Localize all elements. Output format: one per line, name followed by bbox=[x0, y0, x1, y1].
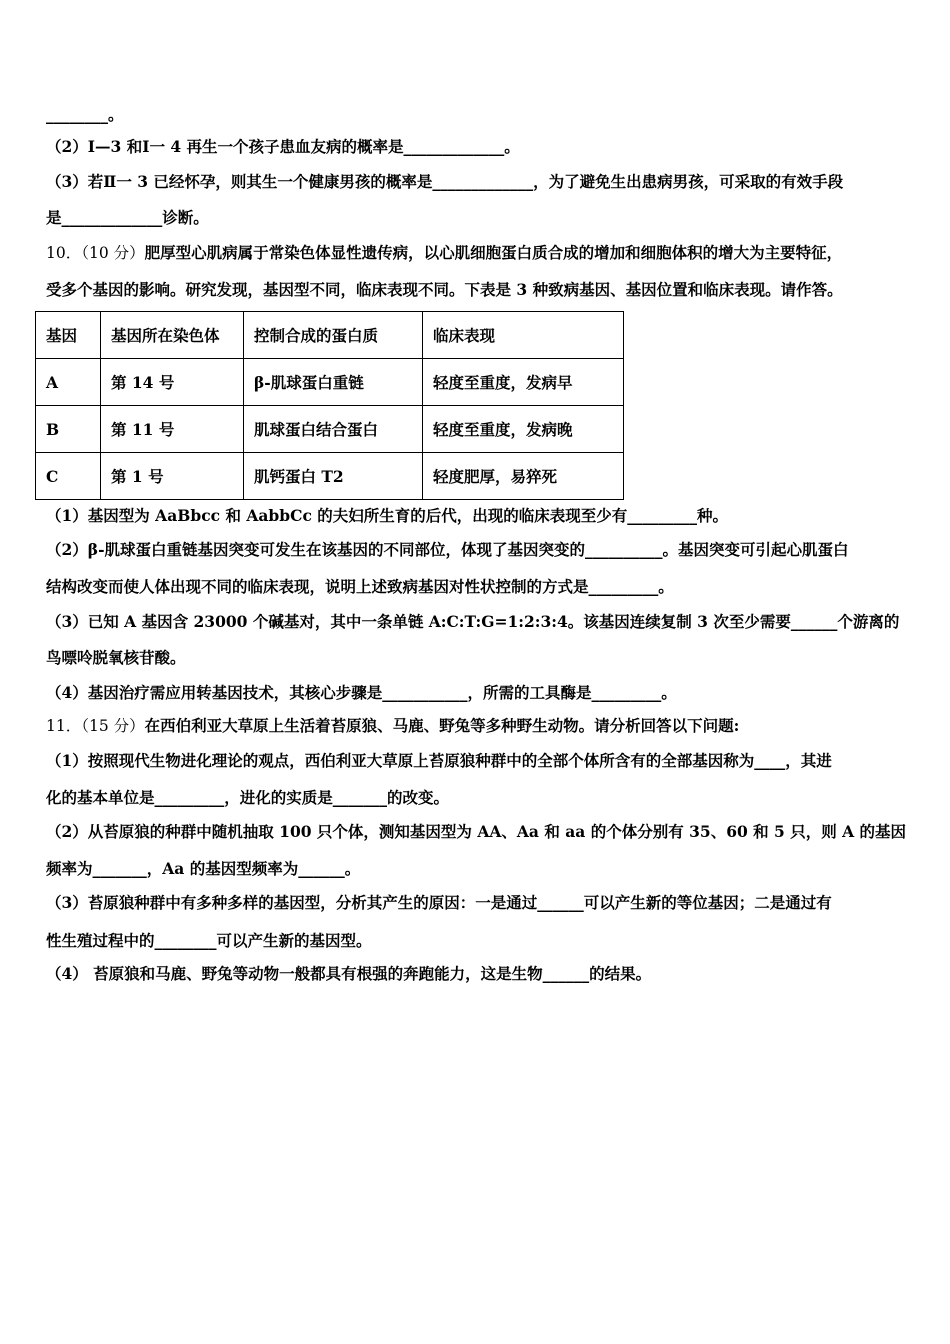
table-cell: β-肌球蛋白重链 bbox=[244, 359, 423, 406]
intro-line-4: 是_____________诊断。 bbox=[46, 208, 209, 227]
q10-sub-line-4: （3）已知 A 基因含 23000 个碱基对，其中一条单链 A:C:T:G=1:2:3:4。该基因连续复制 3 次至少需要______个游离的 bbox=[46, 612, 900, 631]
table-row bbox=[36, 406, 624, 453]
table-cell: B bbox=[36, 406, 101, 453]
q11-sub-line-4: 频率为_______，Aa 的基因型频率为______。 bbox=[46, 859, 361, 878]
q10-stem-text-1: 肥厚型心肌病属于常染色体显性遗传病，以心肌细胞蛋白质合成的增加和细胞体积的增大为主要特征， bbox=[144, 243, 843, 262]
table-cell: A bbox=[36, 359, 101, 406]
table-cell: 轻度至重度，发病早 bbox=[423, 359, 624, 406]
q10-sub-line-2: （2）β-肌球蛋白重链基因突变可发生在该基因的不同部位，体现了基因突变的__________。基因突变可引起心肌蛋白 bbox=[46, 540, 849, 559]
q10-stem-line-1 bbox=[46, 243, 842, 263]
q11-sub-line-5: （3）苔原狼种群中有多种多样的基因型，分析其产生的原因：一是通过______可以产生新的等位基因；二是通过有 bbox=[46, 893, 832, 912]
table-header-cell: 基因所在染色体 bbox=[101, 312, 244, 359]
q10-stem-line-2: 受多个基因的影响。研究发现，基因型不同，临床表现不同。下表是 3 种致病基因、基因位置和临床表现。请作答。 bbox=[46, 280, 843, 299]
q11-points: （15 分） bbox=[81, 717, 145, 735]
table-cell: C bbox=[36, 453, 101, 500]
gene-table bbox=[35, 311, 624, 500]
q10-number: 10． bbox=[46, 244, 82, 262]
q10-sub-line-5: 鸟嘌呤脱氧核苷酸。 bbox=[46, 648, 186, 667]
table-row bbox=[36, 359, 624, 406]
table-cell: 第 1 号 bbox=[101, 453, 244, 500]
table-header-cell: 基因 bbox=[36, 312, 101, 359]
table-cell: 第 14 号 bbox=[101, 359, 244, 406]
table-cell: 轻度肥厚，易猝死 bbox=[423, 453, 624, 500]
q11-stem-line bbox=[46, 716, 739, 736]
table-header-cell: 临床表现 bbox=[423, 312, 624, 359]
table-header-cell: 控制合成的蛋白质 bbox=[244, 312, 423, 359]
table-cell: 肌球蛋白结合蛋白 bbox=[244, 406, 423, 453]
intro-line-2: （2）Ⅰ—3 和Ⅰ一 4 再生一个孩子患血友病的概率是_____________。 bbox=[46, 137, 520, 156]
table-header-row bbox=[36, 312, 624, 359]
q10-sub-line-3: 结构改变而使人体出现不同的临床表现，说明上述致病基因对性状控制的方式是_________。 bbox=[46, 577, 674, 596]
table-cell: 第 11 号 bbox=[101, 406, 244, 453]
q10-sub-line-6: （4）基因治疗需应用转基因技术，其核心步骤是___________，所需的工具酶是_________。 bbox=[46, 683, 677, 702]
intro-line-1: ________。 bbox=[46, 105, 124, 124]
q11-sub-line-3: （2）从苔原狼的种群中随机抽取 100 只个体，测知基因型为 AA、Aa 和 aa 的个体分别有 35、60 和 5 只，则 A 的基因 bbox=[46, 822, 907, 841]
table-cell: 肌钙蛋白 T2 bbox=[244, 453, 423, 500]
q11-stem-text: 在西伯利亚大草原上生活着苔原狼、马鹿、野兔等多种野生动物。请分析回答以下问题: bbox=[144, 716, 740, 735]
q11-sub-line-1: （1）按照现代生物进化理论的观点，西伯利亚大草原上苔原狼种群中的全部个体所含有的全部基因称为____，其进 bbox=[46, 751, 832, 770]
q11-sub-line-2: 化的基本单位是_________，进化的实质是_______的改变。 bbox=[46, 788, 450, 807]
q10-sub-line-1: （1）基因型为 AaBbcc 和 AabbCc 的夫妇所生育的后代，出现的临床表现至少有_________种。 bbox=[46, 506, 729, 525]
table-row bbox=[36, 453, 624, 500]
q10-points: （10 分） bbox=[81, 244, 145, 262]
q11-sub-line-6: 性生殖过程中的________可以产生新的基因型。 bbox=[46, 931, 372, 950]
q11-number: 11． bbox=[46, 717, 82, 735]
table-cell: 轻度至重度，发病晚 bbox=[423, 406, 624, 453]
q11-sub-line-7: （4） 苔原狼和马鹿、野兔等动物一般都具有根强的奔跑能力，这是生物______的结果。 bbox=[46, 964, 652, 983]
intro-line-3: （3）若Ⅱ一 3 已经怀孕，则其生一个健康男孩的概率是_____________，为了避免生出患病男孩，可采取的有效手段 bbox=[46, 172, 844, 191]
